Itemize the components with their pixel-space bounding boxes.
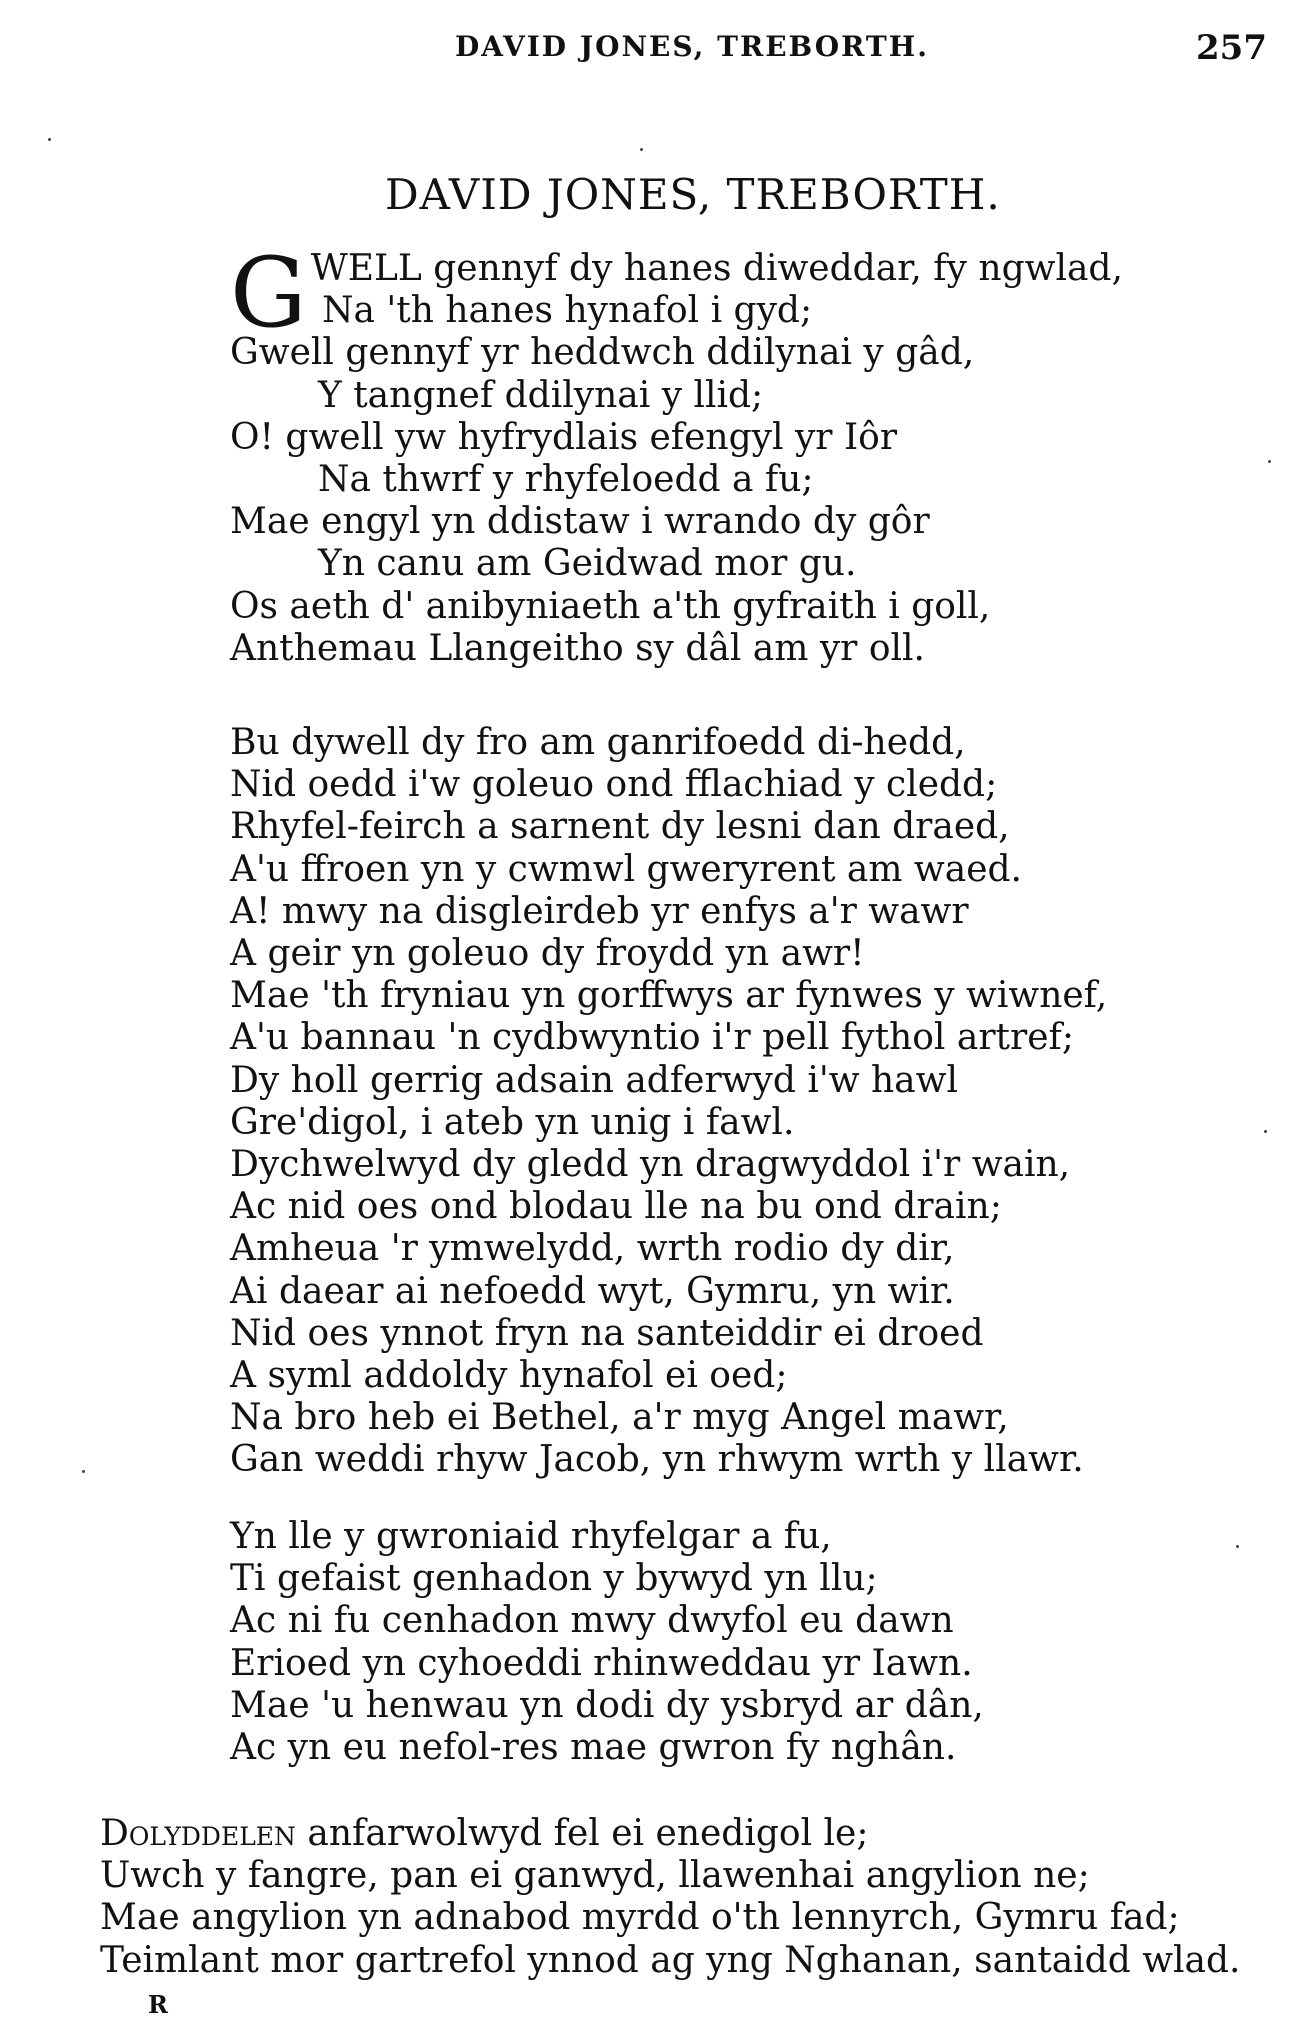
- print-speck: [640, 148, 643, 151]
- verse-line: Os aeth d' anibyniaeth a'th gyfraith i goll,: [230, 585, 991, 627]
- verse-line: Teimlant mor gartrefol ynnod ag yng Nghanan, santaidd wlad.: [100, 1939, 1241, 1981]
- verse-line: Ac yn eu nefol-res mae gwron fy nghân.: [230, 1727, 957, 1769]
- running-head: DAVID JONES, TREBORTH.: [455, 30, 929, 63]
- verse-line: Ac nid oes ond blodau lle na bu ond drain;: [230, 1186, 1002, 1228]
- print-speck: [1268, 460, 1271, 463]
- verse-line: A'u bannau 'n cydbwyntio i'r pell fythol artref;: [230, 1017, 1074, 1059]
- poem-title: DAVID JONES, TREBORTH.: [385, 170, 1001, 219]
- stanza-2: [230, 722, 1107, 1482]
- stanza-3: [230, 1516, 984, 1769]
- verse-line-rest: anfarwolwyd fel ei enedigol le;: [295, 1813, 869, 1854]
- verse-line: Ac ni fu cenhadon mwy dwyfol eu dawn: [230, 1600, 954, 1642]
- verse-line: Gre'digol, i ateb yn unig i fawl.: [230, 1101, 795, 1143]
- verse-line: Na thwrf y rhyfeloedd a fu;: [318, 459, 814, 501]
- verse-line: Ti gefaist genhadon y bywyd yn llu;: [230, 1558, 878, 1600]
- verse-line: A syml addoldy hynafol ei oed;: [230, 1355, 788, 1397]
- verse-line: Mae 'th fryniau yn gorffwys ar fynwes y wiwnef,: [230, 975, 1108, 1017]
- verse-line: WELL gennyf dy hanes diweddar, fy ngwlad,: [310, 248, 1123, 289]
- verse-line: A'u ffroen yn y cwmwl gweryrent am waed.: [230, 848, 1022, 890]
- verse-line: Yn canu am Geidwad mor gu.: [318, 543, 857, 585]
- verse-line: Nid oes ynnot fryn na santeiddir ei droed: [230, 1312, 984, 1354]
- verse-line: Y tangnef ddilynai y llid;: [318, 374, 764, 416]
- verse-line: Anthemau Llangeitho sy dâl am yr oll.: [230, 627, 925, 669]
- verse-line: A geir yn goleuo dy froydd yn awr!: [230, 933, 865, 975]
- print-speck: [48, 138, 51, 141]
- stanza-1: [230, 237, 1123, 670]
- verse-line: Gwell gennyf yr heddwch ddilynai y gâd,: [230, 332, 975, 374]
- verse-line: Amheua 'r ymwelydd, wrth rodio dy dir,: [230, 1228, 955, 1270]
- verse-line: Rhyfel-feirch a sarnent dy lesni dan draed,: [230, 806, 1010, 848]
- verse-line: Dychwelwyd dy gledd yn dragwyddol i'r wain,: [230, 1144, 1071, 1186]
- verse-line: Na 'th hanes hynafol i gyd;: [322, 290, 813, 332]
- page-number: 257: [1196, 28, 1267, 68]
- verse-line: A! mwy na disgleirdeb yr enfys a'r wawr: [230, 890, 969, 932]
- verse-line: Yn lle y gwroniaid rhyfelgar a fu,: [230, 1516, 832, 1557]
- verse-line: [100, 1813, 1241, 1855]
- verse-line: Na bro heb ei Bethel, a'r myg Angel mawr,: [230, 1397, 1009, 1439]
- verse-line: Uwch y fangre, pan ei ganwyd, llawenhai angylion ne;: [100, 1855, 1090, 1897]
- verse-line: O! gwell yw hyfrydlais efengyl yr Iôr: [230, 416, 898, 458]
- verse-line: Nid oedd i'w goleuo ond fflachiad y cledd;: [230, 764, 998, 806]
- closing-verse: [100, 1813, 1241, 1982]
- verse-line: Dy holl gerrig adsain adferwyd i'w hawl: [230, 1059, 958, 1101]
- print-speck: [82, 1470, 85, 1473]
- place-name: Dolyddelen: [100, 1813, 296, 1854]
- verse-line: Mae angylion yn adnabod myrdd o'th lennyrch, Gymru fad;: [100, 1897, 1180, 1939]
- verse-line: Mae engyl yn ddistaw i wrando dy gôr: [230, 501, 930, 543]
- drop-cap: G: [230, 237, 307, 349]
- verse-line: Erioed yn cyhoeddi rhinweddau yr Iawn.: [230, 1642, 973, 1684]
- verse-line: Mae 'u henwau yn dodi dy ysbryd ar dân,: [230, 1684, 984, 1726]
- verse-line: Bu dywell dy fro am ganrifoedd di-hedd,: [230, 722, 966, 763]
- signature-mark: R: [148, 1990, 168, 2019]
- verse-line: Gan weddi rhyw Jacob, yn rhwym wrth y llawr.: [230, 1439, 1084, 1481]
- print-speck: [1236, 1545, 1239, 1548]
- verse-line: Ai daear ai nefoedd wyt, Gymru, yn wir.: [230, 1270, 955, 1312]
- print-speck: [1264, 1130, 1267, 1133]
